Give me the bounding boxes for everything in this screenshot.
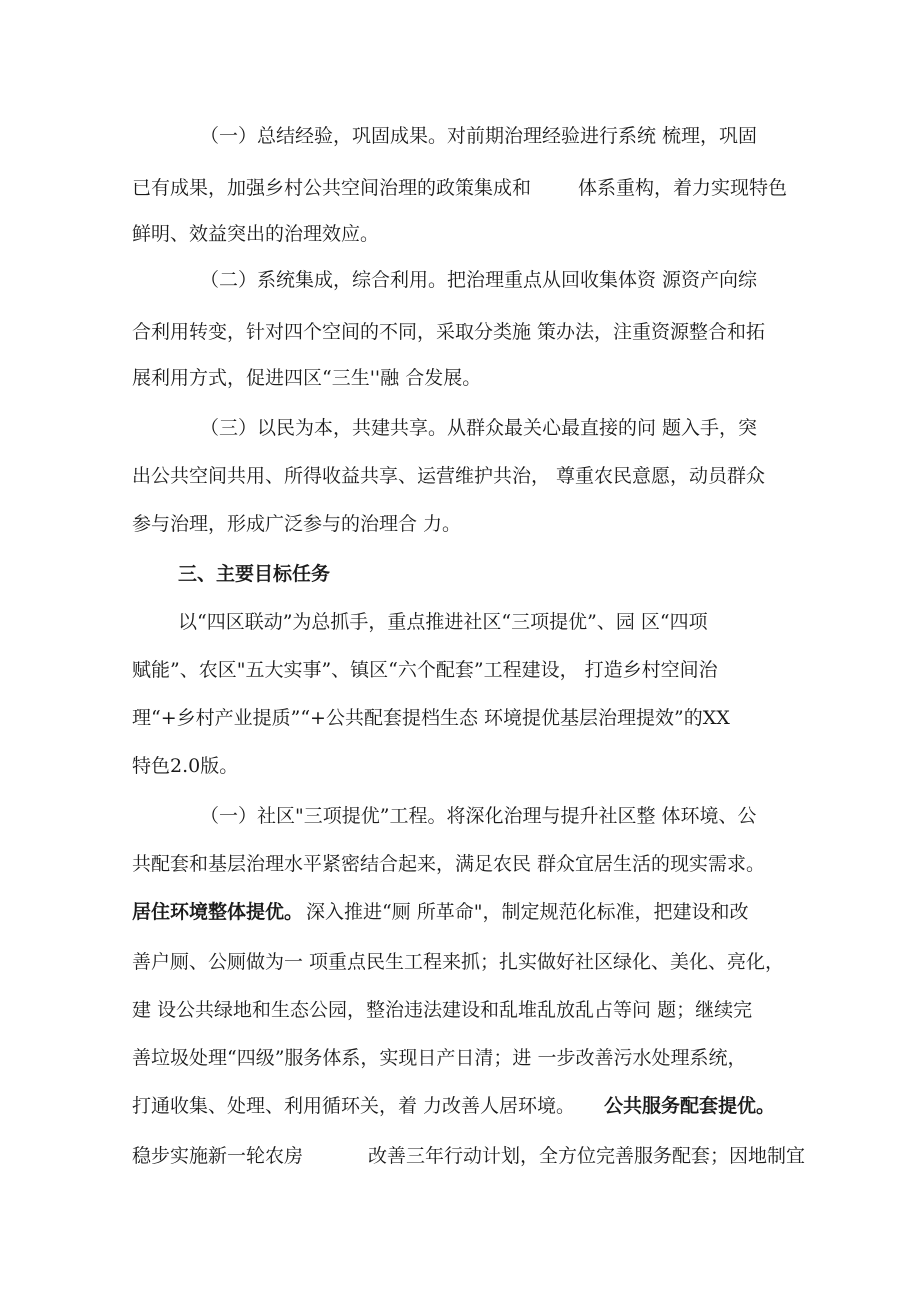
text-run: （一）总结经验，巩固成果。对前期治理经验进行系统 梳理，巩固 [200, 125, 758, 147]
heading-text: 三、主要目标任务 [178, 563, 331, 585]
section-heading [0, 554, 920, 594]
text-run: 鲜明、效益突出的治理效应。 [132, 223, 380, 245]
paragraph-line [0, 650, 920, 690]
bold-run: 公共服务配套提优。 [604, 1095, 776, 1117]
text-run: 建 设公共绿地和生态公园，整治违法建设和乱堆乱放乱占等问 题；继续完 [132, 999, 753, 1021]
paragraph-line [0, 1038, 920, 1078]
text-run: 展利用方式，促进四区“三生''融 合发展。 [132, 367, 482, 389]
text-run: （三）以民为本，共建共享。从群众最关心最直接的问 题入手，突 [200, 417, 758, 439]
paragraph-line [0, 504, 920, 544]
text-run: 已有成果，加强乡村公共空间治理的政策集成和 [132, 177, 532, 199]
paragraph-line [0, 990, 920, 1030]
paragraph-line [0, 260, 920, 300]
text-run: （二）系统集成，综合利用。把治理重点从回收集体资 源资产向综 [200, 269, 758, 291]
text-run: 稳步实施新一轮农房 [132, 1145, 304, 1167]
text-run: 共配套和基层治理水平紧密结合起来，满足农民 群众宜居生活的现实需求。 [132, 853, 766, 875]
paragraph-line [0, 168, 920, 208]
text-run: 善户厕、公厕做为一 项重点民生工程来抓；扎实做好社区绿化、美化、亮化， [132, 951, 785, 973]
paragraph-line [0, 312, 920, 352]
paragraph-line [0, 456, 920, 496]
text-run: 合利用转变，针对四个空间的不同，采取分类施 策办法，注重资源整合和拓 [132, 321, 766, 343]
text-run: 理“+乡村产业提质”“+公共配套提档生态 环境提优基层治理提效”的XX [132, 707, 730, 729]
text-run: 善垃圾处理“四级”服务体系，实现日产日清；进 一步改善污水处理系统， [132, 1047, 747, 1069]
text-run: （一）社区"三项提优”工程。将深化治理与提升社区整 体环境、公 [200, 805, 757, 827]
paragraph-line [0, 408, 920, 448]
paragraph-line [0, 1136, 920, 1176]
text-run: 体系重构，着力实现特色 [578, 177, 788, 199]
paragraph-line [0, 358, 920, 398]
paragraph-line [0, 116, 920, 156]
paragraph-line [0, 1086, 920, 1126]
paragraph-line [0, 746, 920, 786]
text-run: 出公共空间共用、所得收益共享、运营维护共治， 尊重农民意愿，动员群众 [132, 465, 766, 487]
text-run: 改善三年行动计划，全方位完善服务配套；因地制宜 [368, 1145, 806, 1167]
text-run: 参与治理，形成广泛参与的治理合 力。 [132, 513, 462, 535]
paragraph-line [0, 796, 920, 836]
paragraph-line [0, 844, 920, 884]
paragraph-line [0, 942, 920, 982]
paragraph-line [0, 892, 920, 932]
text-run: 深入推进“厕 所革命"，制定规范化标准，把建设和改 [306, 901, 749, 923]
paragraph-line [0, 214, 920, 254]
bold-run: 居住环境整体提优。 [132, 901, 304, 923]
text-run: 以“四区联动”为总抓手，重点推进社区“三项提优”、园 区“四项 [178, 611, 708, 633]
text-run: 打通收集、处理、利用循环关，着 力改善人居环境。 [132, 1095, 576, 1117]
text-run: 赋能”、农区"五大实事”、镇区“六个配套”工程建设， 打造乡村空间治 [132, 659, 718, 681]
text-run: 特色2.0版。 [132, 755, 239, 777]
paragraph-line [0, 602, 920, 642]
paragraph-line [0, 698, 920, 738]
